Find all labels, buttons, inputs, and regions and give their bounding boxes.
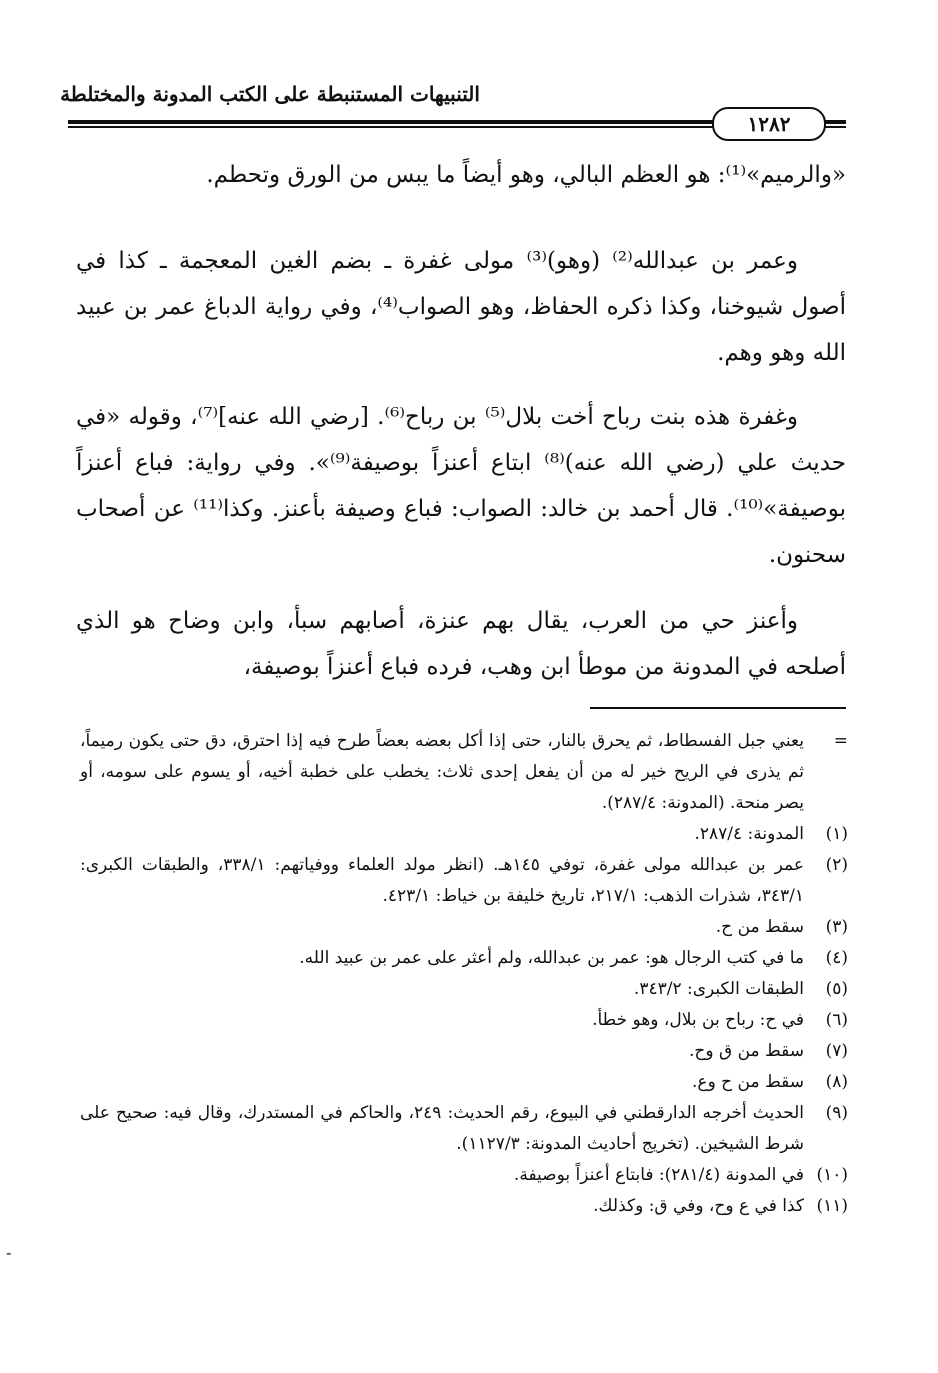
page-number: ١٢٨٢ [712,107,826,141]
footnote-10 [80,1160,848,1191]
footnote-number: (١١) [816,1196,848,1216]
footnote-7 [80,1036,848,1067]
paragraph-1-text: «والرميم»⁽¹⁾: هو العظم البالي، وهو أيضاً ما يبس من الورق وتحطم. [206,162,846,188]
footnote-number: (٤) [825,948,848,968]
footnote-text: كذا في ع وح، وفي ق: وكذلك. [593,1196,804,1216]
footnote-1 [80,819,848,850]
paragraph-2 [76,238,846,376]
footnote-6 [80,1005,848,1036]
footnote-number: (٧) [825,1041,848,1061]
footnote-continuation [80,726,848,819]
footnote-number: (٢) [825,855,848,875]
footnote-8 [80,1067,848,1098]
footnote-number: (١) [825,824,848,844]
footnote-number: (١٠) [816,1165,848,1185]
footnote-text: الحديث أخرجه الدارقطني في البيوع، رقم الحديث: ٢٤٩، والحاكم في المستدرك، وقال فيه: صحيح على شرط الشيخين. (تخريج أحاديث المدونة: ١١٢٧/٣). [80,1103,804,1154]
footnote-2 [80,850,848,912]
footnote-4 [80,943,848,974]
footnote-number: = [833,731,848,751]
footnote-3 [80,912,848,943]
footnote-text: الطبقات الكبرى: ٣٤٣/٢. [633,979,804,999]
paragraph-4 [76,598,846,690]
paragraph-4-text: وأعنز حي من العرب، يقال بهم عنزة، أصابهم سبأ، وابن وضاح هو الذي أصلحه في المدونة من موطأ ابن وهب، فرده فباع أعنزاً بوصيفة، [76,608,846,680]
footnote-number: (٣) [825,917,848,937]
footnote-text: سقط من ح وع. [692,1072,804,1092]
paragraph-3 [76,394,846,578]
footnote-text: عمر بن عبدالله مولى غفرة، توفي ١٤٥هـ. (انظر مولد العلماء ووفياتهم: ٣٣٨/١، والطبقات الكبرى: ٣٤٣/١، شذرات الذهب: ٢١٧/١، تاريخ خليفة بن خياط: ٤٢٣/١. [80,855,805,906]
footnote-separator [590,707,846,709]
footnote-number: (٥) [825,979,848,999]
footnote-text: في ح: رباح بن بلال، وهو خطأ. [592,1010,804,1030]
footnote-text: سقط من ح. [715,917,804,937]
footnote-text: في المدونة (٢٨١/٤): فابتاع أعنزاً بوصيفة. [513,1165,804,1185]
paragraph-2-text: وعمر بن عبدالله⁽²⁾ (وهو)⁽³⁾ مولى غفرة ـ بضم الغين المعجمة ـ كذا في أصول شيوخنا، وكذا ذكره الحفاظ، وهو الصواب⁽⁴⁾، وفي رواية الدباغ عمر بن عبيد الله وهو وهم. [76,248,846,366]
footnote-text: المدونة: ٢٨٧/٤. [694,824,804,844]
footnote-text: سقط من ق وح. [688,1041,804,1061]
footnote-text: ما في كتب الرجال هو: عمر بن عبدالله، ولم أعثر على عمر بن عبيد الله. [299,948,804,968]
paragraph-3-text: وغفرة هذه بنت رباح أخت بلال⁽⁵⁾ بن رباح⁽⁶⁾. [رضي الله عنه]⁽⁷⁾، وقوله «في حديث علي (رضي الله عنه)⁽⁸⁾ ابتاع أعنزاً بوصيفة⁽⁹⁾». وفي رواية: فباع أعنزاً بوصيفة»⁽¹⁰⁾. قال أحمد بن خالد: الصواب: فباع وصيفة بأعنز. وكذا⁽¹¹⁾ عن أصحاب سحنون. [76,404,846,568]
footnote-11 [80,1191,848,1222]
footnote-5 [80,974,848,1005]
footnote-number: (٨) [825,1072,848,1092]
footnotes [80,726,848,1222]
footnote-text: يعني جبل الفسطاط، ثم يحرق بالنار، حتى إذا أكل بعضه بعضاً طرح فيه إذا احترق، دق حتى يكون رميماً، ثم يذرى في الريح خير له من أن يفعل إحدى ثلاث: يخطب على خطبة أخيه، أو يسوم على سومه، أو يصر منحة. (المدونة: ٢٨٧/٤). [80,731,804,813]
running-header-title: التنبيهات المستنبطة على الكتب المدونة والمختلطة [60,82,480,106]
margin-mark: - [6,1243,12,1262]
footnote-9 [80,1098,848,1160]
paragraph-1 [76,152,846,198]
footnote-number: (٩) [825,1103,848,1123]
footnote-number: (٦) [825,1010,848,1030]
